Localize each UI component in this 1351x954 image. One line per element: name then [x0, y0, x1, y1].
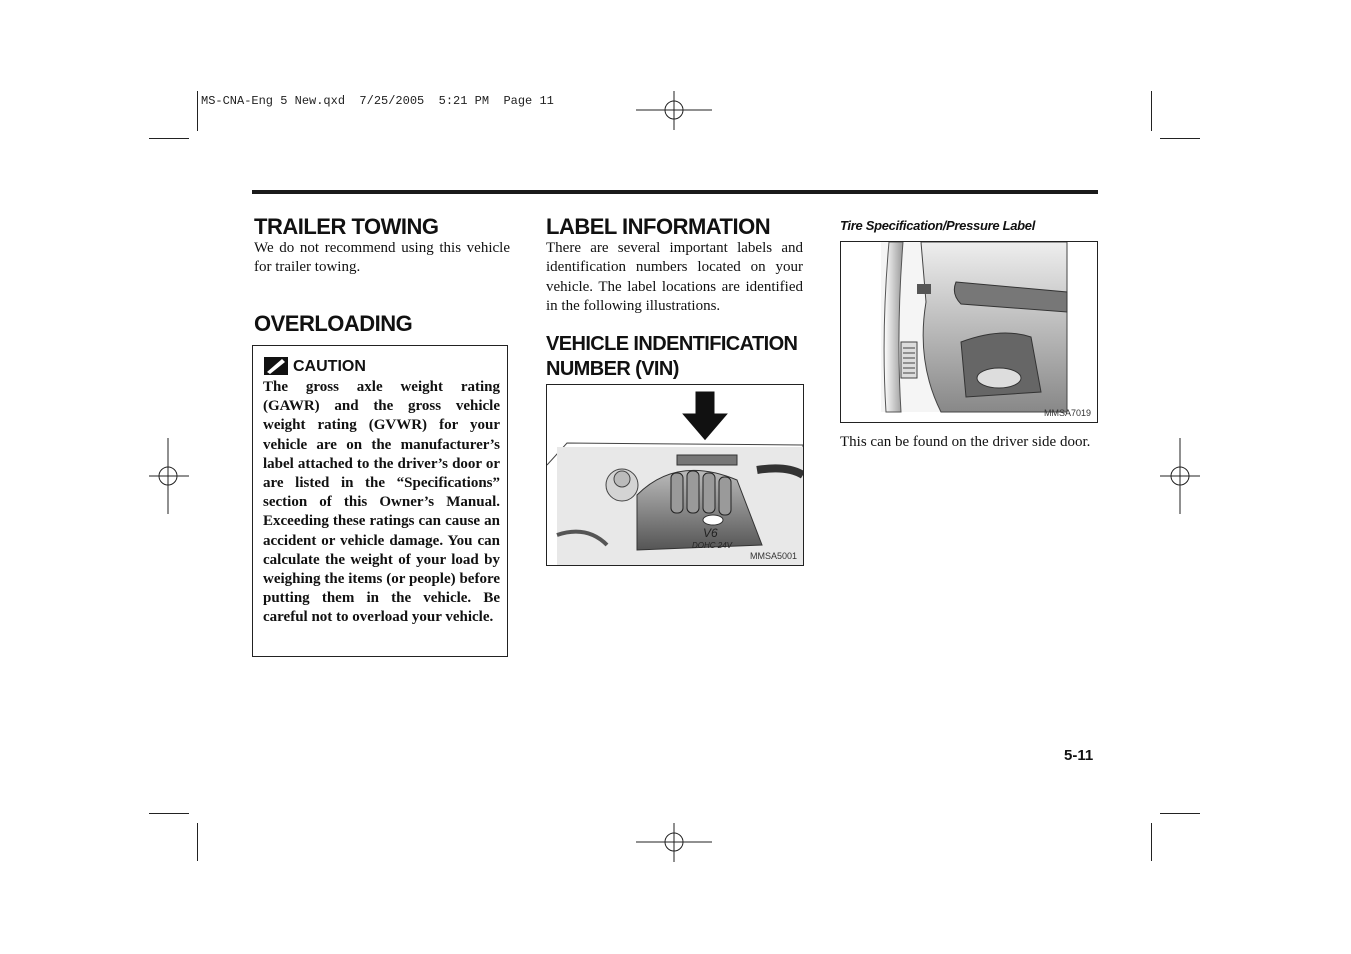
- overloading-heading: OVERLOADING: [254, 311, 413, 336]
- engine-illustration: [547, 385, 803, 565]
- vin-heading-line1: VEHICLE INDENTIFICATION: [546, 333, 798, 355]
- caution-label: CAUTION: [293, 358, 366, 375]
- tire-label-figure: [840, 241, 1098, 423]
- trailer-towing-text: We do not recommend using this vehicle for trailer towing.: [254, 240, 510, 276]
- label-information-heading: LABEL INFORMATION: [546, 214, 771, 239]
- caution-icon: [264, 357, 288, 375]
- tire-label-caption: Tire Specification/Pressure Label: [840, 218, 1036, 233]
- vin-figure-code: MMSA5001: [749, 551, 797, 561]
- trailer-towing-heading: TRAILER TOWING: [254, 214, 439, 239]
- print-slug: MS-CNA-Eng 5 New.qxd 7/25/2005 5:21 PM Page 11: [201, 94, 554, 108]
- header-rule: [252, 190, 1098, 194]
- tire-label-text: This can be found on the driver side door.: [840, 434, 1091, 450]
- label-information-text: There are several important labels and identification numbers located on your vehicle. The label locations are identified in the following illustrations.: [546, 240, 803, 315]
- engine-v6-text: V6: [703, 526, 718, 540]
- vin-heading-line2: NUMBER (VIN): [546, 358, 679, 380]
- tire-figure-code: MMSA7019: [1043, 408, 1091, 418]
- caution-box: [252, 345, 508, 657]
- vin-heading: [546, 332, 797, 382]
- engine-dohc-text: DOHC 24V: [692, 541, 733, 550]
- door-illustration: [841, 242, 1097, 422]
- page-number: 5-11: [1064, 747, 1094, 764]
- vin-figure: [546, 384, 804, 566]
- caution-text: The gross axle weight rating (GAWR) and the gross vehicle weight rating (GVWR) for your vehicle are on the manufacturer’s label attached to the driver’s door or are listed in the “Specifications” section of this Owner’s Manual. Exceeding these ratings can cause an accident or vehicle damage. You can calculate the weight of your load by weighing the items (or people) before putting them in the vehicle. Be careful not to overload your vehicle.: [263, 379, 500, 626]
